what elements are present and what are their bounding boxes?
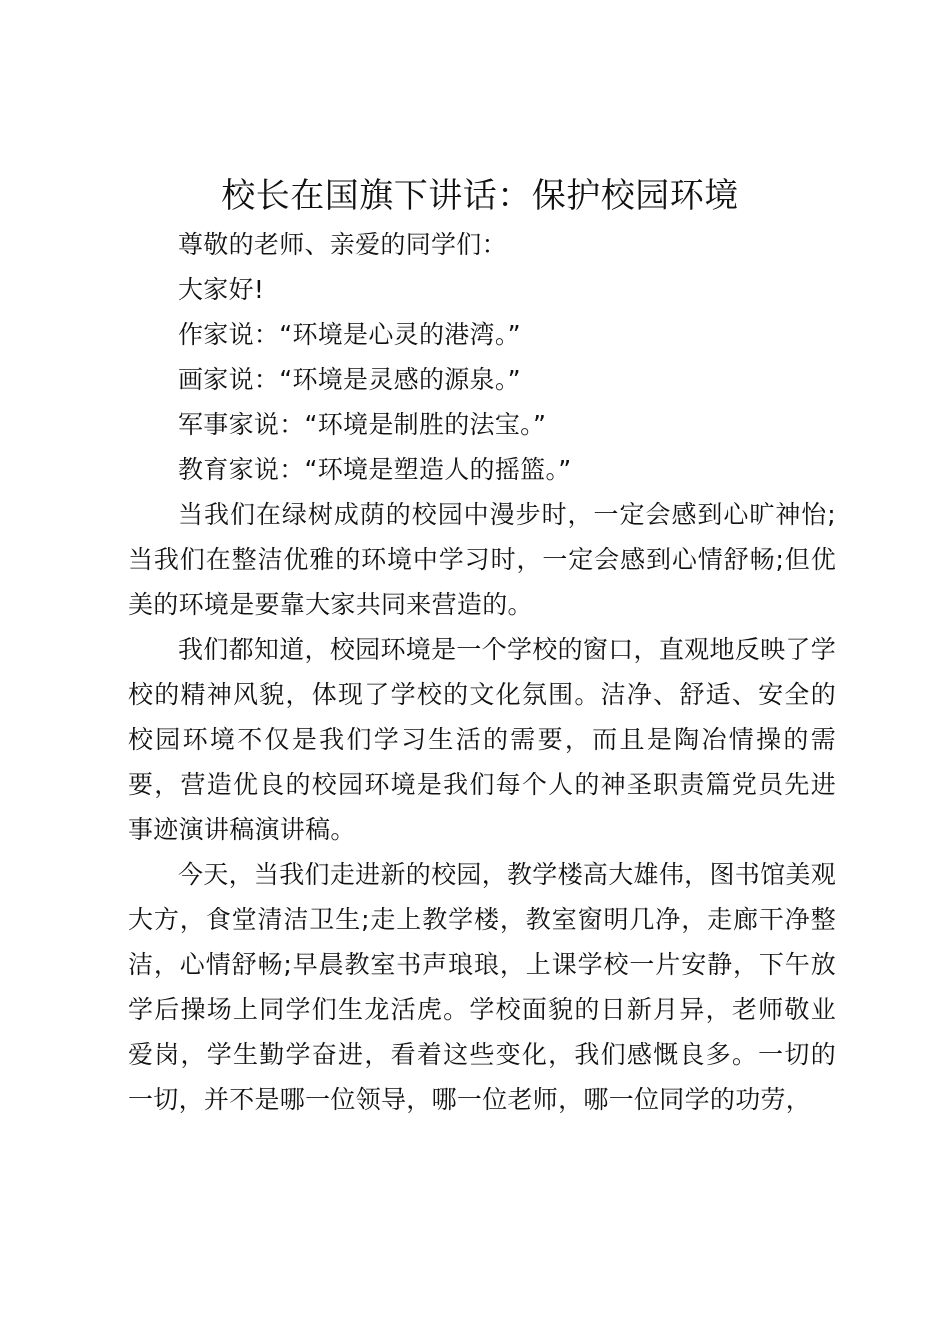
document-title: 校长在国旗下讲话：保护校园环境 xyxy=(221,176,739,216)
paragraph-greeting: 尊敬的老师、亲爱的同学们： xyxy=(178,230,507,259)
paragraph-writer-quote: 作家说：“环境是心灵的港湾。” xyxy=(178,320,521,349)
paragraph-strategist-quote: 军事家说：“环境是制胜的法宝。” xyxy=(178,410,547,439)
paragraph-hello: 大家好! xyxy=(178,275,265,304)
paragraph-educator-quote: 教育家说：“环境是塑造人的摇篮。” xyxy=(178,455,572,484)
paragraph-campus-window: 我们都知道，校园环境是一个学校的窗口，直观地反映了学校的精神风貌，体现了学校的文化氛围。洁净、舒适、安全的校园环境不仅是我们学习生活的需要，而且是陶冶情操的需要，营造优良的校园环境是我们每个人的神圣职责篇党员先进事迹演讲稿演讲稿。 xyxy=(128,635,836,844)
paragraph-painter-quote: 画家说：“环境是灵感的源泉。” xyxy=(178,365,521,394)
paragraph-campus-walk: 当我们在绿树成荫的校园中漫步时，一定会感到心旷神怡;当我们在整洁优雅的环境中学习时，一定会感到心情舒畅;但优美的环境是要靠大家共同来营造的。 xyxy=(128,500,836,619)
paragraph-today: 今天，当我们走进新的校园，教学楼高大雄伟，图书馆美观大方，食堂清洁卫生;走上教学楼，教室窗明几净，走廊干净整洁，心情舒畅;早晨教室书声琅琅，上课学校一片安静，下午放学后操场上同学们生龙活虎。学校面貌的日新月异，老师敬业爱岗，学生勤学奋进，看着这些变化，我们感慨良多。一切的一切，并不是哪一位领导，哪一位老师，哪一位同学的功劳， xyxy=(128,860,836,1114)
document-body xyxy=(128,222,836,1122)
